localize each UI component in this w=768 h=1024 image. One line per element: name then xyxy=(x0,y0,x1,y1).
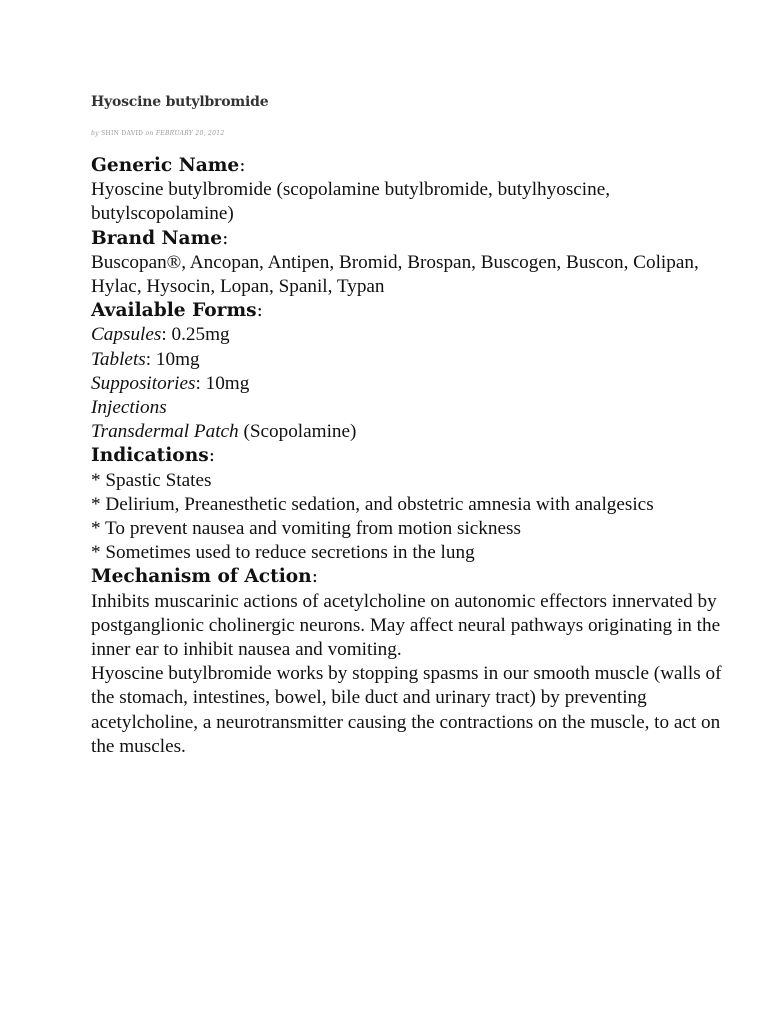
indication-item: * Spastic States xyxy=(91,469,212,491)
form-item xyxy=(91,372,731,396)
byline-date: FEBRUARY 20, 2012 xyxy=(155,130,225,137)
form-detail: : 0.25mg xyxy=(161,324,230,346)
post-title: Hyoscine butylbromide xyxy=(91,94,269,110)
brand-name-colon: : xyxy=(222,227,229,249)
available-forms-heading-text: Available Forms xyxy=(91,300,257,322)
generic-name-text: Hyoscine butylbromide (scopolamine butylbromide, butylhyoscine, butylscopolamine) xyxy=(91,179,611,225)
byline xyxy=(91,130,731,138)
form-name: Injections xyxy=(91,397,167,419)
form-item xyxy=(91,420,731,444)
form-item xyxy=(91,396,731,420)
byline-on: on xyxy=(145,130,154,137)
form-name: Suppositories xyxy=(91,372,196,394)
indication-item: * Sometimes used to reduce secretions in the lung xyxy=(91,542,475,564)
indication-item: * Delirium, Preanesthetic sedation, and obstetric amnesia with analgesics xyxy=(91,493,654,515)
byline-author[interactable]: SHIN DAVID xyxy=(101,130,144,137)
generic-name-colon: : xyxy=(239,155,246,176)
form-detail: : 10mg xyxy=(145,348,200,370)
post-content xyxy=(91,154,731,759)
mechanism-paragraph: Inhibits muscarinic actions of acetylcholine on autonomic effectors innervated by postganglionic cholinergic neurons. May affect neural pathways originating in the inner ear to inhibit nausea and vomiting. xyxy=(91,590,721,661)
indications-heading-text: Indications xyxy=(91,445,209,467)
indications-heading xyxy=(91,444,731,468)
form-name: Capsules xyxy=(91,324,162,346)
mechanism-colon: : xyxy=(311,566,318,588)
brand-name-heading xyxy=(91,227,731,251)
form-detail: : 10mg xyxy=(195,372,250,394)
brand-name-text: Buscopan®, Ancopan, Antipen, Bromid, Brospan, Buscogen, Buscon, Colipan, Hylac, Hysocin, Lopan, Spanil, Typan xyxy=(91,251,699,298)
indications-colon: : xyxy=(208,445,215,467)
article xyxy=(91,92,731,759)
mechanism-heading-text: Mechanism of Action xyxy=(91,566,312,588)
indication-item: * To prevent nausea and vomiting from motion sickness xyxy=(91,518,521,540)
brand-name-heading-text: Brand Name xyxy=(91,227,223,249)
form-name: Tablets xyxy=(91,348,146,370)
form-item xyxy=(91,348,731,372)
byline-by: by xyxy=(91,130,99,137)
available-forms-heading xyxy=(91,299,731,323)
form-detail: (Scopolamine) xyxy=(238,421,357,443)
form-item xyxy=(91,323,731,347)
available-forms-colon: : xyxy=(256,300,263,322)
mechanism-heading xyxy=(91,565,731,589)
generic-name-heading-text: Generic Name xyxy=(91,155,240,176)
generic-name-heading xyxy=(91,154,731,178)
form-name: Transdermal Patch xyxy=(91,421,239,443)
mechanism-paragraph: Hyoscine butylbromide works by stopping spasms in our smooth muscle (walls of the stomach, intestines, bowel, bile duct and urinary tract) by preventing acetylcholine, a neurotransmitter causing the contractions on the muscle, to act on the muscles. xyxy=(91,663,722,757)
